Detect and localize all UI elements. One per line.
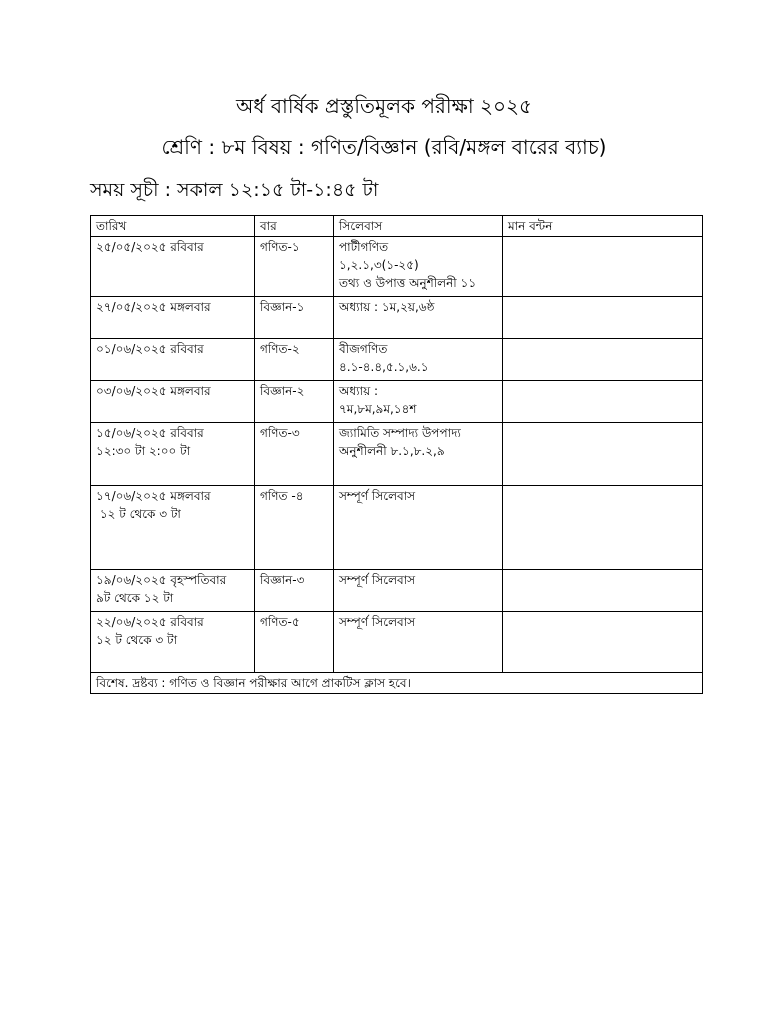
cell-marks: [503, 423, 703, 486]
cell-marks: [503, 237, 703, 297]
cell-date: ০৩/০৬/২০২৫ মঙ্গলবার: [91, 381, 255, 423]
cell-marks: [503, 339, 703, 381]
cell-syllabus: জ্যামিতি সম্পাদ্য উপপাদ্য অনুশীলনী ৮.১,৮.২,৯: [334, 423, 503, 486]
cell-date: ২৫/০৫/২০২৫ রবিবার: [91, 237, 255, 297]
cell-date: ২৭/০৫/২০২৫ মঙ্গলবার: [91, 297, 255, 339]
table-row: [91, 570, 703, 612]
table-row: [91, 486, 703, 570]
cell-syllabus: অধ্যায় : ৭ম,৮ম,৯ম,১৪শ: [334, 381, 503, 423]
header-date: তারিখ: [91, 216, 255, 237]
cell-syllabus: সম্পূর্ণ সিলেবাস: [334, 570, 503, 612]
cell-date: ০১/০৬/২০২৫ রবিবার: [91, 339, 255, 381]
cell-marks: [503, 486, 703, 570]
header-syllabus: সিলেবাস: [334, 216, 503, 237]
table-row: [91, 339, 703, 381]
table-row: [91, 423, 703, 486]
note-row: [91, 673, 703, 694]
table-row: [91, 612, 703, 673]
cell-date: ১৫/০৬/২০২৫ রবিবার ১২:৩০ টা ২:০০ টা: [91, 423, 255, 486]
cell-subject: বিজ্ঞান-৩: [255, 570, 334, 612]
cell-marks: [503, 381, 703, 423]
cell-marks: [503, 297, 703, 339]
table-header-row: [91, 216, 703, 237]
schedule-time: সময় সূচী : সকাল ১২:১৫ টা-১:৪৫ টা: [90, 179, 379, 201]
table-row: [91, 297, 703, 339]
cell-date: ২২/০৬/২০২৫ রবিবার ১২ ট থেকে ৩ টা: [91, 612, 255, 673]
header-marks: মান বন্টন: [503, 216, 703, 237]
special-note: বিশেষ. দ্রষ্টব্য : গণিত ও বিজ্ঞান পরীক্ষার আগে প্রাকটিস ক্লাস হবে।: [91, 673, 703, 694]
cell-syllabus: পাটীগণিত ১,২.১,৩(১-২৫) তথ্য ও উপাত্ত অনুশীলনী ১১: [334, 237, 503, 297]
exam-title: অর্ধ বার্ষিক প্রস্তুতিমূলক পরীক্ষা ২০২৫: [236, 94, 532, 118]
cell-syllabus: অধ্যায় : ১ম,২য়,৬ষ্ঠ: [334, 297, 503, 339]
cell-syllabus: বীজগণিত ৪.১-৪.৪,৫.১,৬.১: [334, 339, 503, 381]
table-row: [91, 237, 703, 297]
table-row: [91, 381, 703, 423]
cell-subject: গণিত-৩: [255, 423, 334, 486]
cell-date: ১৭/০৬/২০২৫ মঙ্গলবার ১২ ট থেকে ৩ টা: [91, 486, 255, 570]
class-subject-line: শ্রেণি : ৮ম বিষয় : গণিত/বিজ্ঞান (রবি/মঙ্গল বারের ব্যাচ): [161, 135, 607, 159]
cell-syllabus: সম্পূর্ণ সিলেবাস: [334, 486, 503, 570]
cell-subject: বিজ্ঞান-১: [255, 297, 334, 339]
cell-marks: [503, 570, 703, 612]
cell-subject: বিজ্ঞান-২: [255, 381, 334, 423]
cell-date: ১৯/০৬/২০২৫ বৃহস্পতিবার ৯ট থেকে ১২ টা: [91, 570, 255, 612]
cell-marks: [503, 612, 703, 673]
cell-subject: গণিত-২: [255, 339, 334, 381]
cell-subject: গণিত -৪: [255, 486, 334, 570]
cell-subject: গণিত-৫: [255, 612, 334, 673]
cell-subject: গণিত-১: [255, 237, 334, 297]
exam-schedule-table: [90, 215, 703, 694]
header-day: বার: [255, 216, 334, 237]
cell-syllabus: সম্পূর্ণ সিলেবাস: [334, 612, 503, 673]
